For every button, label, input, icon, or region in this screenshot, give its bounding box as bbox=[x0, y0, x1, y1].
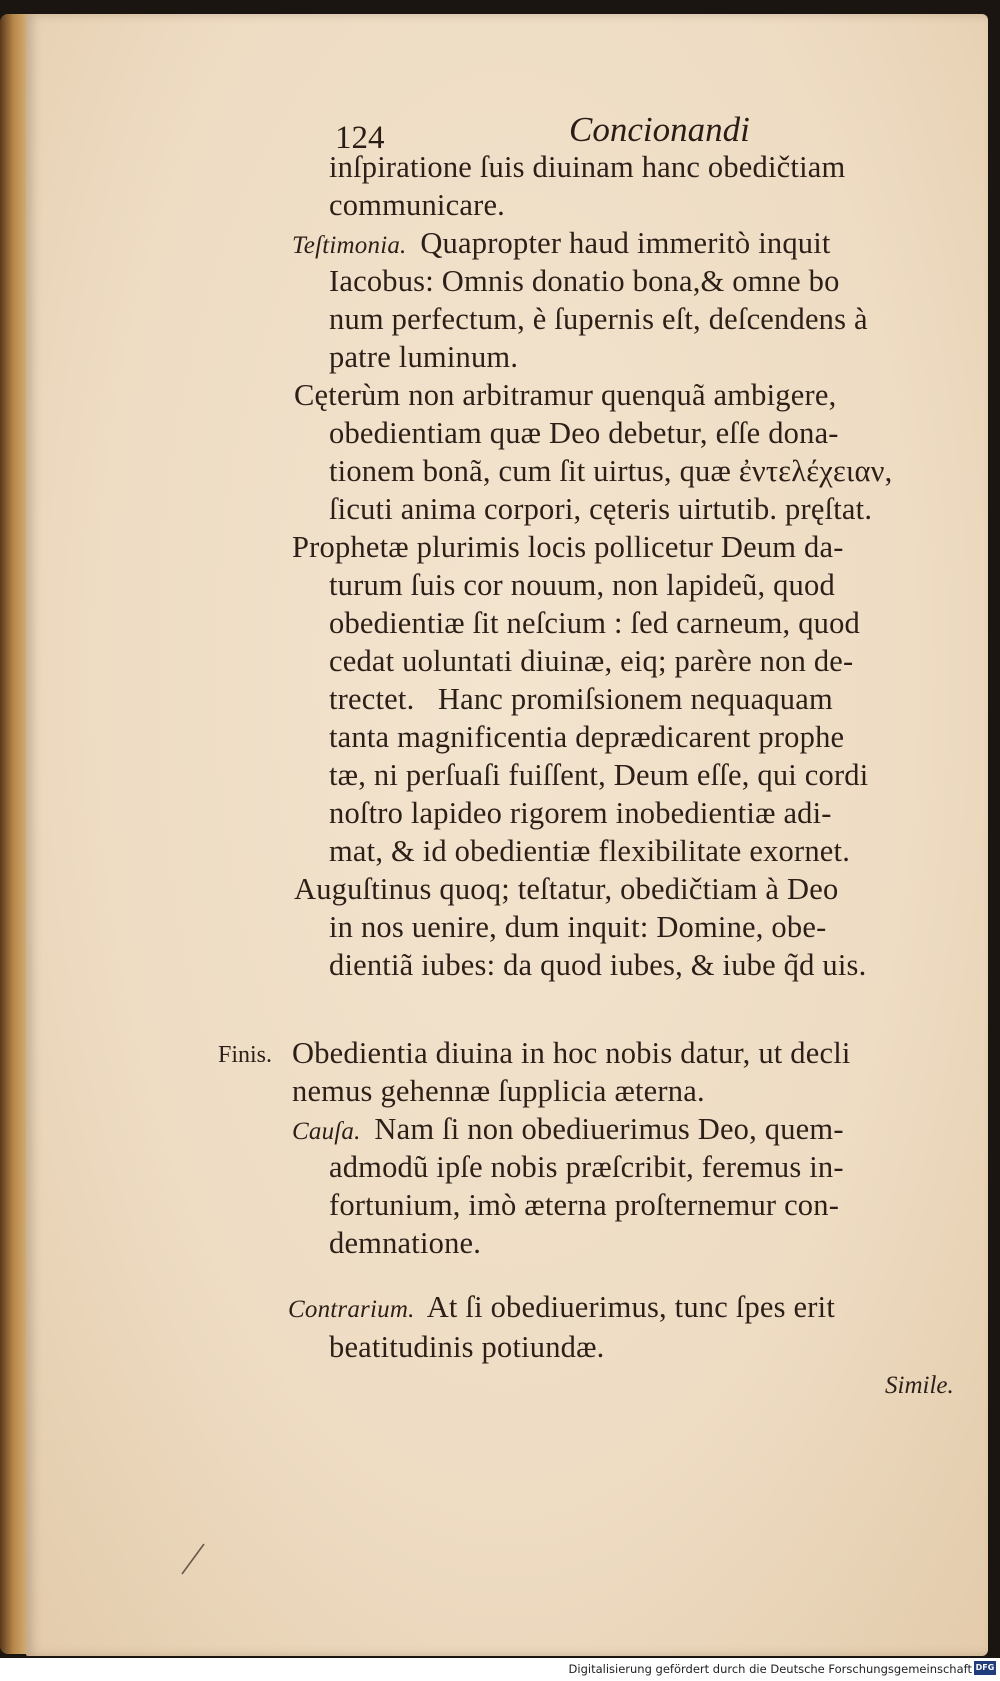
margin-note: Cauſa. bbox=[292, 1118, 361, 1145]
text-line bbox=[292, 1076, 705, 1107]
text-line bbox=[329, 456, 892, 487]
line-text: nemus gehennæ ſupplicia æterna. bbox=[292, 1074, 705, 1108]
running-title: Concionandi bbox=[569, 110, 750, 149]
text-line bbox=[329, 912, 826, 943]
text-line bbox=[329, 608, 860, 639]
text-line bbox=[329, 646, 853, 677]
text-line bbox=[329, 152, 845, 183]
footer-credit: Digitalisierung gefördert durch die Deutsche Forschungsgemeinschaft bbox=[568, 1662, 972, 1676]
text-line bbox=[292, 228, 831, 259]
line-text: Cęterùm non arbitramur quenquã ambigere, bbox=[294, 378, 837, 412]
text-line bbox=[329, 1190, 839, 1221]
line-text: Prophetæ plurimis locis pollicetur Deum da- bbox=[292, 530, 844, 564]
text-line bbox=[292, 1038, 851, 1069]
page-number: 124 bbox=[335, 120, 385, 156]
text-line bbox=[329, 722, 844, 753]
line-text: communicare. bbox=[329, 188, 506, 222]
text-line bbox=[294, 874, 838, 905]
line-text: mat, & id obedientiæ flexibilitate exornet. bbox=[329, 834, 851, 868]
line-text: Obedientia diuina in hoc nobis datur, ut decli bbox=[292, 1036, 851, 1070]
text-line bbox=[329, 760, 868, 791]
text-line bbox=[329, 836, 850, 867]
text-line bbox=[329, 342, 518, 373]
line-text: trectet. Hanc promiſsionem nequaquam bbox=[329, 682, 833, 716]
text-line bbox=[292, 1114, 844, 1145]
catchword: Simile. bbox=[885, 1372, 954, 1399]
line-text: turum ſuis cor nouum, non lapideũ, quod bbox=[329, 568, 835, 602]
text-line bbox=[292, 532, 844, 563]
line-text: fortunium, imò æterna proſternemur con- bbox=[329, 1188, 840, 1222]
line-text: obedientiam quæ Deo debetur, eſſe dona- bbox=[329, 416, 839, 450]
line-text: Auguſtinus quoq; teſtatur, obedičtiam à Deo bbox=[294, 872, 839, 906]
line-text: Nam ſi non obediuerimus Deo, quem- bbox=[374, 1112, 844, 1146]
text-line bbox=[329, 494, 872, 525]
line-text: admodũ ipſe nobis præſcribit, feremus in- bbox=[329, 1150, 844, 1184]
line-text: num perfectum, è ſupernis eſt, deſcendens à bbox=[329, 302, 868, 336]
line-text: demnatione. bbox=[329, 1226, 482, 1260]
margin-note: Teſtimonia. bbox=[292, 232, 407, 259]
line-text: At ſi obediuerimus, tunc ſpes erit bbox=[426, 1290, 835, 1324]
line-text: tionem bonã, cum ſit uirtus, quæ ἐντελέχειαν, bbox=[329, 454, 893, 488]
line-text: beatitudinis potiundæ. bbox=[329, 1330, 605, 1364]
line-text: tæ, ni perſuaſi fuiſſent, Deum eſſe, qui cordi bbox=[329, 758, 869, 792]
text-line bbox=[288, 1292, 835, 1323]
footer-bar bbox=[0, 1658, 1000, 1681]
dfg-logo-icon: DFG bbox=[974, 1661, 996, 1675]
line-text: inſpiratione ſuis diuinam hanc obedičtiam bbox=[329, 150, 846, 184]
line-text: patre luminum. bbox=[329, 340, 519, 374]
line-text: Iacobus: Omnis donatio bona,& omne bo bbox=[329, 264, 840, 298]
text-line bbox=[329, 266, 840, 297]
pencil-mark-icon bbox=[178, 1542, 208, 1578]
book-page bbox=[26, 14, 988, 1656]
text-line bbox=[329, 684, 833, 715]
text-line bbox=[329, 1332, 605, 1363]
line-text: obedientiæ ſit neſcium : ſed carneum, quod bbox=[329, 606, 861, 640]
line-text: cedat uoluntati diuinæ, eiq; parère non de- bbox=[329, 644, 854, 678]
text-line bbox=[329, 1228, 481, 1259]
line-text: Quapropter haud immeritò inquit bbox=[420, 226, 831, 260]
line-text: dientiã iubes: da quod iubes, & iube q̃d uis. bbox=[329, 948, 867, 982]
text-line bbox=[329, 798, 832, 829]
margin-note: Finis. bbox=[218, 1042, 273, 1068]
text-line bbox=[329, 570, 835, 601]
text-line bbox=[294, 380, 836, 411]
text-line bbox=[329, 950, 866, 981]
line-text: ſicuti anima corpori, cęteris uirtutib. pręſtat. bbox=[329, 492, 873, 526]
text-line bbox=[329, 304, 868, 335]
margin-note: Contrarium. bbox=[288, 1296, 415, 1323]
text-line bbox=[329, 418, 839, 449]
text-line bbox=[329, 190, 505, 221]
line-text: noſtro lapideo rigorem inobedientiæ adi- bbox=[329, 796, 832, 830]
line-text: tanta magnificentia deprædicarent prophe bbox=[329, 720, 845, 754]
text-line bbox=[329, 1152, 844, 1183]
line-text: in nos uenire, dum inquit: Domine, obe- bbox=[329, 910, 827, 944]
